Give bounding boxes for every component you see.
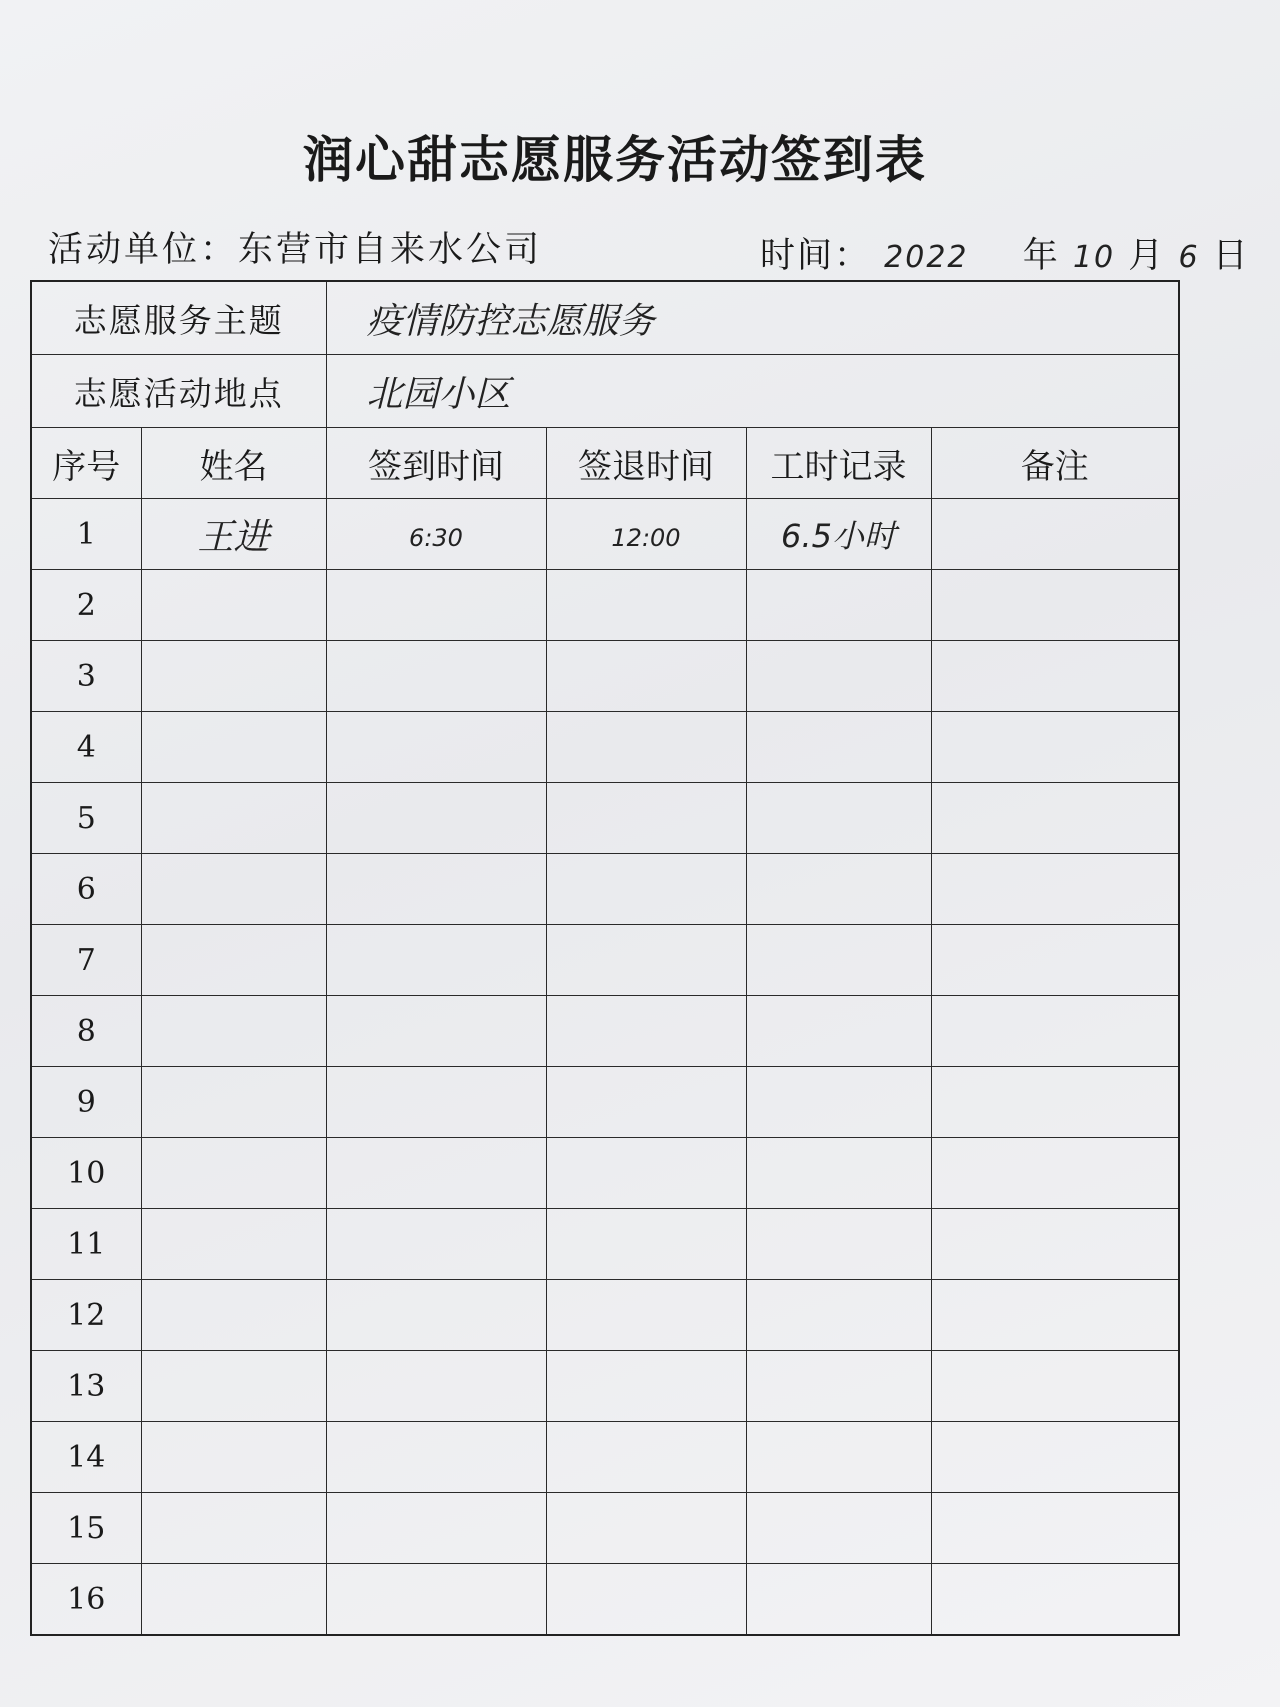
table-row — [31, 1138, 1179, 1209]
column-header-sign-out: 签退时间 — [546, 428, 746, 499]
table-row — [31, 1280, 1179, 1351]
date-year: 2022 — [884, 240, 969, 275]
table-row — [31, 854, 1179, 925]
row-number: 1 — [76, 516, 96, 552]
date-day: 6 — [1178, 240, 1200, 275]
date-month: 10 — [1072, 240, 1116, 275]
table-row — [31, 1209, 1179, 1280]
row-number: 5 — [76, 800, 96, 836]
table-row — [31, 499, 1179, 570]
column-header-name: 姓名 — [141, 428, 326, 499]
row-number: 15 — [67, 1510, 106, 1546]
theme-value: 疫情防控志愿服务 — [366, 300, 655, 342]
table-row — [31, 641, 1179, 712]
column-header-sign-in: 签到时间 — [326, 428, 546, 499]
column-header-row — [31, 428, 1179, 499]
table-row — [31, 1422, 1179, 1493]
row-number: 14 — [67, 1439, 106, 1475]
date-month-suffix: 月 — [1128, 236, 1166, 276]
row-hours: 6.5小时 — [781, 517, 896, 555]
activity-unit: 活动单位：东营市自来水公司 — [48, 230, 543, 270]
sign-in-table — [30, 280, 1180, 1636]
row-number: 7 — [76, 942, 96, 978]
row-number: 9 — [76, 1084, 96, 1120]
column-header-no: 序号 — [31, 428, 141, 499]
table-row — [31, 1564, 1179, 1636]
location-label: 志愿活动地点 — [31, 355, 326, 428]
row-number: 3 — [76, 658, 96, 694]
row-number: 10 — [67, 1155, 106, 1191]
table-row — [31, 1351, 1179, 1422]
table-row — [31, 712, 1179, 783]
location-row — [31, 355, 1179, 428]
column-header-remark: 备注 — [931, 428, 1179, 499]
table-row — [31, 1067, 1179, 1138]
table-row — [31, 570, 1179, 641]
location-value: 北园小区 — [366, 373, 511, 415]
table-row — [31, 925, 1179, 996]
row-number: 2 — [76, 587, 96, 623]
page-title: 润心甜志愿服务活动签到表 — [303, 131, 927, 189]
row-name: 王进 — [197, 516, 270, 558]
row-number: 16 — [67, 1581, 106, 1617]
date-label: 时间： — [760, 236, 872, 276]
theme-row — [31, 281, 1179, 355]
date-day-suffix: 日 — [1212, 236, 1250, 276]
theme-label: 志愿服务主题 — [31, 281, 326, 355]
row-sign-in-time: 6:30 — [409, 523, 463, 552]
row-number: 11 — [67, 1226, 106, 1262]
table-row — [31, 783, 1179, 854]
column-header-hours: 工时记录 — [746, 428, 931, 499]
table-row — [31, 1493, 1179, 1564]
activity-date — [760, 228, 1250, 278]
row-number: 4 — [76, 729, 96, 765]
table-row — [31, 996, 1179, 1067]
row-sign-out-time: 12:00 — [611, 523, 681, 552]
row-number: 8 — [76, 1013, 96, 1049]
row-number: 6 — [76, 871, 96, 907]
date-year-suffix: 年 — [1022, 236, 1060, 276]
row-number: 12 — [67, 1297, 106, 1333]
row-number: 13 — [67, 1368, 106, 1404]
